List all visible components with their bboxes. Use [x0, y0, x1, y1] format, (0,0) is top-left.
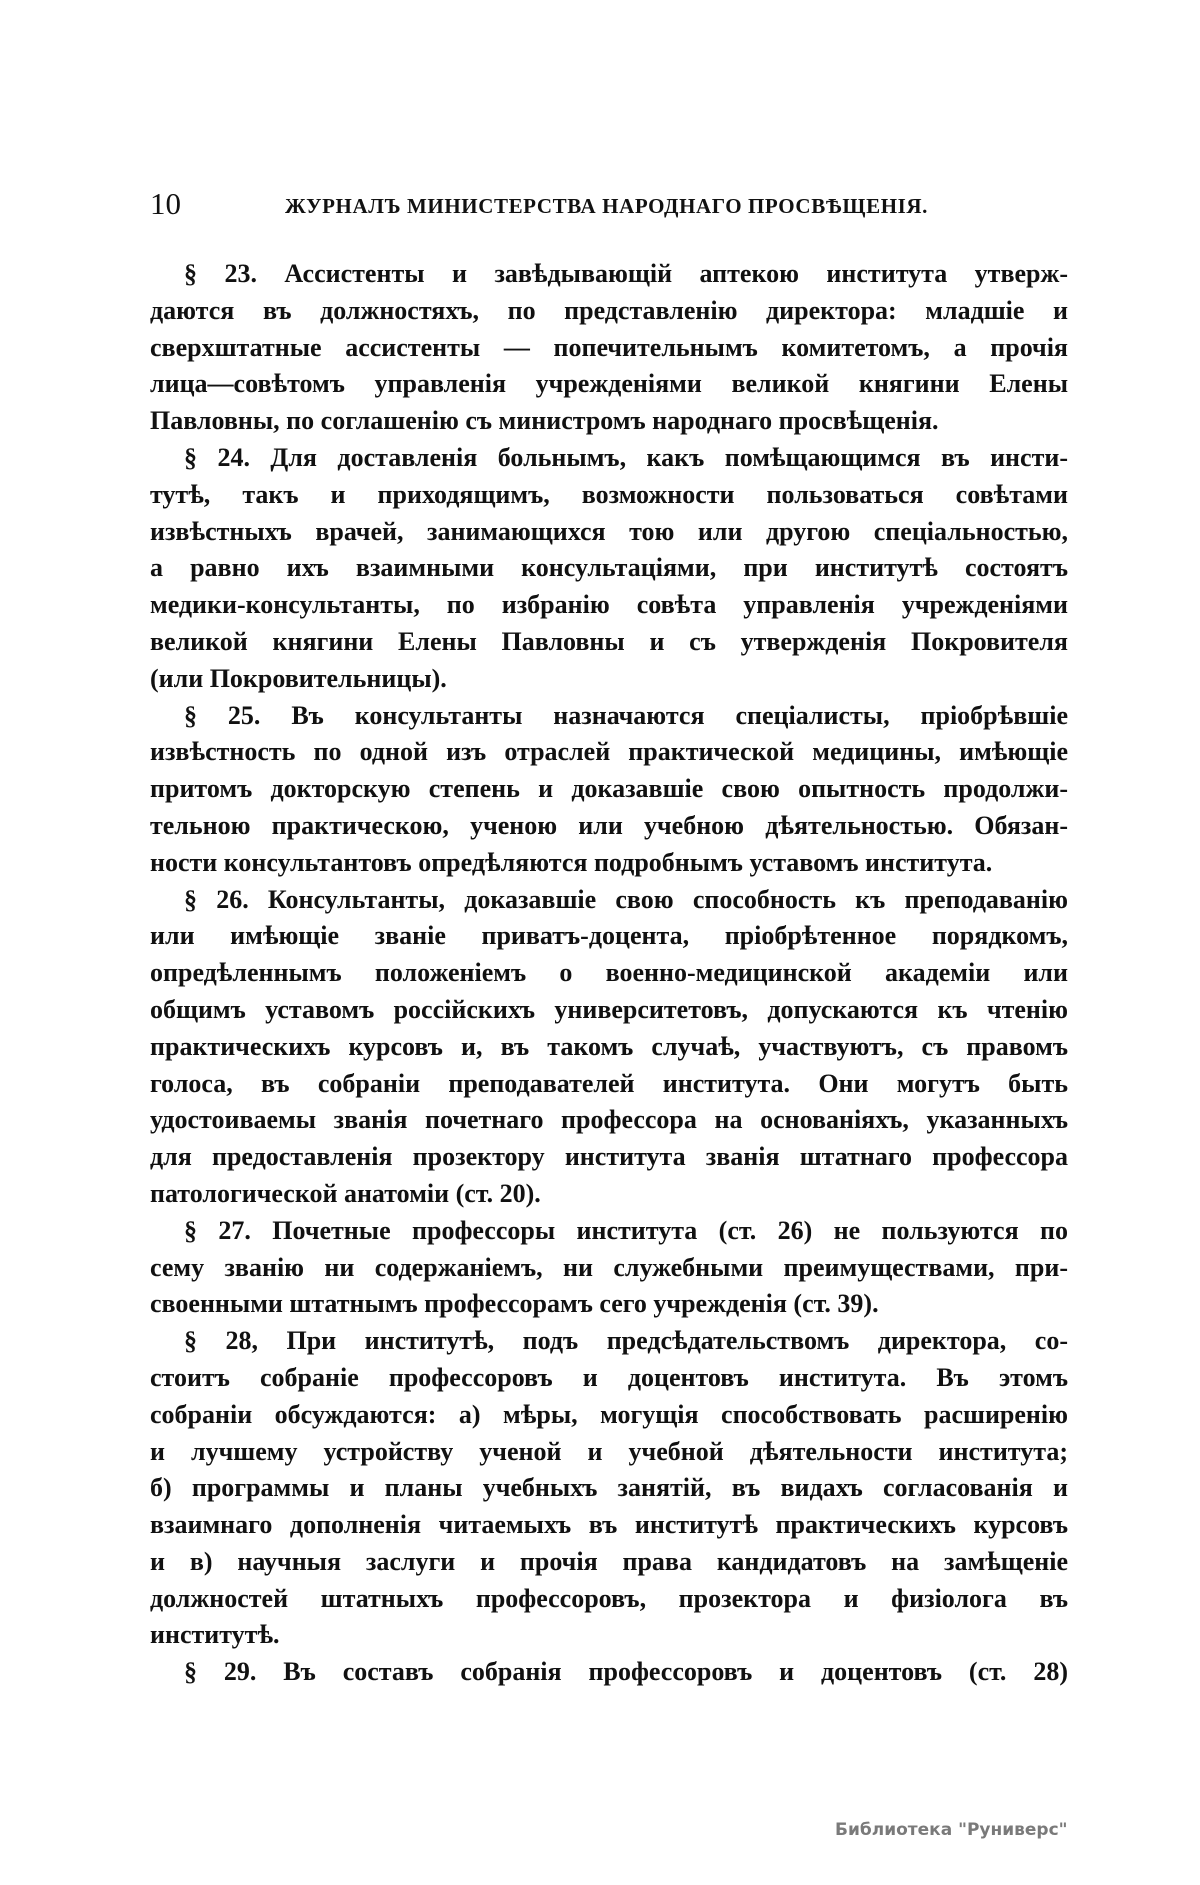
text-line: сему званію ни содержаніемъ, ни служебными преимуществами, при- [150, 1252, 1068, 1282]
page-number: 10 [150, 186, 181, 221]
text-line: лица—совѣтомъ управленія учрежденіями великой княгини Елены [150, 369, 1068, 399]
text-line: Павловны, по соглашенію съ министромъ народнаго просвѣщенія. [150, 406, 939, 436]
text-line: великой княгини Елены Павловны и съ утвержденія Покровителя [150, 626, 1068, 656]
text-line: § 29. Въ составъ собранія профессоровъ и доцентовъ (ст. 28) [184, 1657, 1068, 1687]
body-text [150, 256, 1068, 1691]
text-line: голоса, въ собраніи преподавателей института. Они могутъ быть [150, 1068, 1068, 1098]
text-line: § 27. Почетные профессоры института (ст. 26) не пользуются по [184, 1215, 1068, 1245]
text-line: а равно ихъ взаимными консультаціями, при институтѣ состоятъ [150, 553, 1068, 583]
text-line: § 26. Консультанты, доказавшіе свою способность къ преподаванію [184, 884, 1068, 914]
text-line: б) программы и планы учебныхъ занятій, въ видахъ согласованія и [150, 1473, 1068, 1503]
text-line: взаимнаго дополненія читаемыхъ въ институтѣ практическихъ курсовъ [150, 1510, 1068, 1540]
text-line: § 25. Въ консультанты назначаются спеціалисты, пріобрѣвшіе [184, 700, 1068, 730]
text-line: опредѣленнымъ положеніемъ о военно-медицинской академіи или [150, 958, 1068, 988]
text-line: стоитъ собраніе профессоровъ и доцентовъ института. Въ этомъ [150, 1362, 1068, 1392]
text-line: извѣстность по одной изъ отраслей практической медицины, имѣющіе [150, 737, 1068, 767]
text-line: тельною практическою, ученою или учебною дѣятельностью. Обязан- [150, 810, 1068, 840]
text-line: патологической анатоміи (ст. 20). [150, 1178, 541, 1208]
text-line: притомъ докторскую степень и доказавшіе свою опытность продолжи- [150, 774, 1068, 804]
paragraph [150, 1654, 1068, 1691]
text-line: своенными штатнымъ профессорамъ сего учрежденія (ст. 39). [150, 1289, 879, 1319]
text-line: даются въ должностяхъ, по представленію директора: младшіе и [150, 295, 1068, 325]
text-line: собраніи обсуждаются: а) мѣры, могущія способствовать расширенію [150, 1399, 1068, 1429]
text-line: для предоставленія прозектору института званія штатнаго профессора [150, 1142, 1068, 1172]
text-line: (или Покровительницы). [150, 663, 447, 693]
paragraph [150, 440, 1068, 698]
text-line: удостоиваемы званія почетнаго профессора на основаніяхъ, указанныхъ [150, 1105, 1068, 1135]
text-line: § 24. Для доставленія больнымъ, какъ помѣщающимся въ инсти- [184, 442, 1068, 472]
paragraph [150, 1213, 1068, 1323]
paragraph [150, 256, 1068, 440]
text-line: ности консультантовъ опредѣляются подробнымъ уставомъ института. [150, 847, 993, 877]
text-line: и в) научныя заслуги и прочія права кандидатовъ на замѣщеніе [150, 1546, 1068, 1576]
text-line: медики-консультанты, по избранію совѣта управленія учрежденіями [150, 590, 1068, 620]
paragraph [150, 698, 1068, 882]
text-line: извѣстныхъ врачей, занимающихся тою или другою спеціальностью, [150, 516, 1068, 546]
text-line: § 28, При институтѣ, подъ предсѣдательствомъ директора, со- [184, 1326, 1068, 1356]
text-line: общимъ уставомъ россійскихъ университетовъ, допускаются къ чтенію [150, 994, 1068, 1024]
text-line: тутѣ, такъ и приходящимъ, возможности пользоваться совѣтами [150, 479, 1068, 509]
paragraph [150, 1323, 1068, 1654]
paragraph [150, 882, 1068, 1213]
text-line: § 23. Ассистенты и завѣдывающій аптекою института утверж- [184, 259, 1068, 288]
page-header [150, 186, 1068, 226]
text-line: или имѣющіе званіе приватъ-доцента, пріобрѣтенное порядкомъ, [150, 921, 1068, 951]
text-line: практическихъ курсовъ и, въ такомъ случаѣ, участвуютъ, съ правомъ [150, 1031, 1068, 1061]
text-line: должностей штатныхъ профессоровъ, прозектора и физіолога въ [150, 1583, 1068, 1613]
library-watermark: Библиотека "Руниверс" [835, 1820, 1068, 1840]
text-line: и лучшему устройству ученой и учебной дѣятельности института; [150, 1436, 1068, 1466]
text-line: сверхштатные ассистенты — попечительнымъ комитетомъ, а прочія [150, 332, 1068, 362]
text-line: институтѣ. [150, 1620, 280, 1650]
running-title: ЖУРНАЛЪ МИНИСТЕРСТВА НАРОДНАГО ПРОСВѢЩЕНІЯ. [285, 194, 929, 218]
